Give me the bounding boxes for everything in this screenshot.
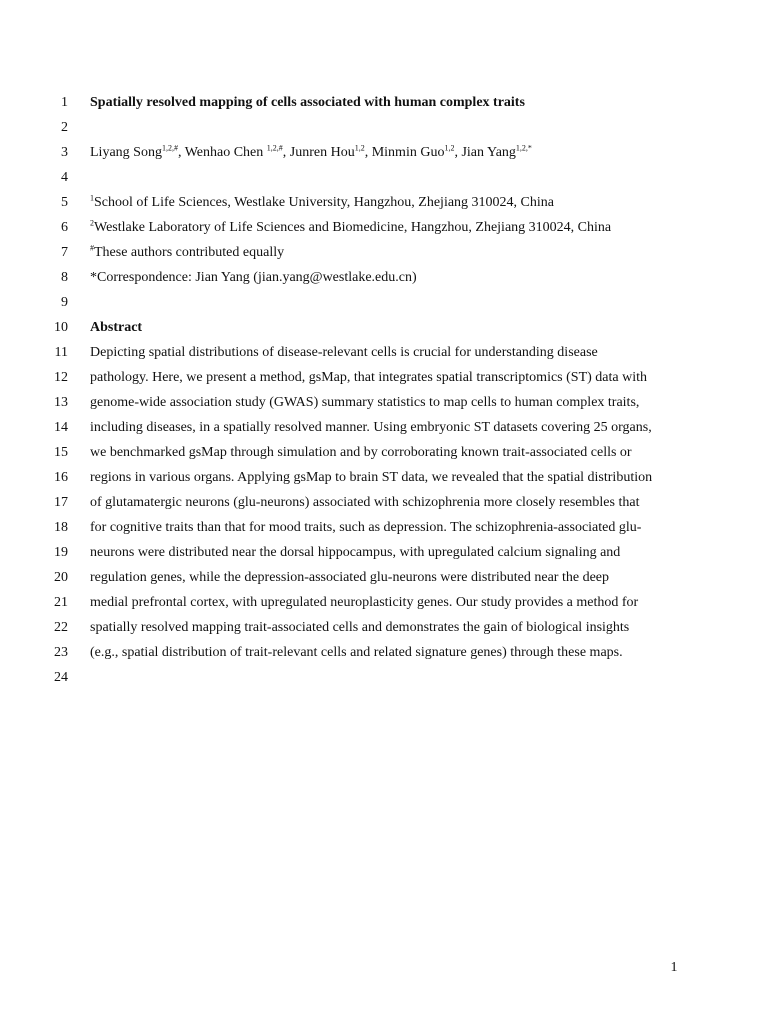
line-number: 17 [54,495,68,510]
line-number: 10 [54,320,68,335]
author-name: Junren Hou [289,145,355,160]
abstract-line: medial prefrontal cortex, with upregulated neuroplasticity genes. Our study provides a method for [90,595,639,610]
affiliation-mark: 2 [90,218,94,228]
line-number: 3 [61,145,68,160]
manuscript-body [90,90,690,690]
line-number: 18 [54,520,68,535]
author-list [90,140,690,165]
author-name: Jian Yang [461,145,516,160]
abstract-line: regions in various organs. Applying gsMap to brain ST data, we revealed that the spatial distribution [90,470,653,485]
equal-contribution-note [90,240,690,265]
affiliation-2 [90,215,690,240]
author-affiliation-marks: 1,2,# [266,143,283,153]
line-number: 16 [54,470,68,485]
line-number: 19 [54,545,68,560]
line-number-column [0,90,68,690]
author-affiliation-marks: 1,2 [354,143,365,153]
abstract-line: regulation genes, while the depression-associated glu-neurons were distributed near the deep [90,570,609,585]
abstract-line: spatially resolved mapping trait-associated cells and demonstrates the gain of biological insights [90,620,630,635]
line-number: 8 [61,270,68,285]
author-separator: , [454,145,462,160]
line-number: 15 [54,445,68,460]
affiliation-mark: 1 [90,193,94,203]
line-number: 13 [54,395,68,410]
abstract-heading: Abstract [90,320,143,335]
paper-title: Spatially resolved mapping of cells associated with human complex traits [90,95,525,110]
author-affiliation-marks: 1,2,# [161,143,178,153]
equal-contribution-text: These authors contributed equally [94,245,285,260]
line-number: 22 [54,620,68,635]
line-number: 11 [54,345,68,360]
line-number: 12 [54,370,68,385]
abstract-line: Depicting spatial distributions of disease-relevant cells is crucial for understanding disease [90,345,598,360]
abstract-line: neurons were distributed near the dorsal hippocampus, with upregulated calcium signaling and [90,545,621,560]
page-number: 1 [670,960,678,975]
abstract-line: including diseases, in a spatially resolved manner. Using embryonic ST datasets covering 25 organs, [90,420,652,435]
line-number: 4 [61,170,68,185]
abstract-line: pathology. Here, we present a method, gsMap, that integrates spatial transcriptomics (ST) data with [90,370,647,385]
author-separator: , [177,145,185,160]
blank-line [90,665,690,690]
line-number: 14 [54,420,68,435]
line-number: 9 [61,295,68,310]
author-affiliation-marks: 1,2 [444,143,455,153]
line-number: 5 [61,195,68,210]
line-number: 7 [61,245,68,260]
affiliation-text: Westlake Laboratory of Life Sciences and Biomedicine, Hangzhou, Zhejiang 310024, China [94,220,612,235]
abstract-line: genome-wide association study (GWAS) summary statistics to map cells to human complex traits, [90,395,640,410]
line-number: 1 [61,95,68,110]
blank-line [90,165,690,190]
line-number: 23 [54,645,68,660]
line-number: 2 [61,120,68,135]
affiliation-1 [90,190,690,215]
author-name: Minmin Guo [371,145,445,160]
abstract-line: we benchmarked gsMap through simulation and by corroborating known trait-associated cells or [90,445,632,460]
blank-line [90,290,690,315]
equal-contribution-mark: # [90,243,94,253]
abstract-line: of glutamatergic neurons (glu-neurons) associated with schizophrenia more closely resembles that [90,495,640,510]
author-separator: , [364,145,372,160]
author-separator: , [282,145,290,160]
line-number: 24 [54,670,68,685]
affiliation-text: School of Life Sciences, Westlake University, Hangzhou, Zhejiang 310024, China [94,195,554,210]
blank-line [90,115,690,140]
line-number: 6 [61,220,68,235]
line-number: 21 [54,595,68,610]
correspondence-note: *Correspondence: Jian Yang (jian.yang@westlake.edu.cn) [90,270,417,285]
line-number: 20 [54,570,68,585]
author-name: Wenhao Chen [184,145,267,160]
abstract-line: for cognitive traits than that for mood traits, such as depression. The schizophrenia-associated glu- [90,520,642,535]
abstract-line: (e.g., spatial distribution of trait-relevant cells and related signature genes) through these maps. [90,645,623,660]
author-affiliation-marks: 1,2,* [515,143,532,153]
author-name: Liyang Song [90,145,162,160]
